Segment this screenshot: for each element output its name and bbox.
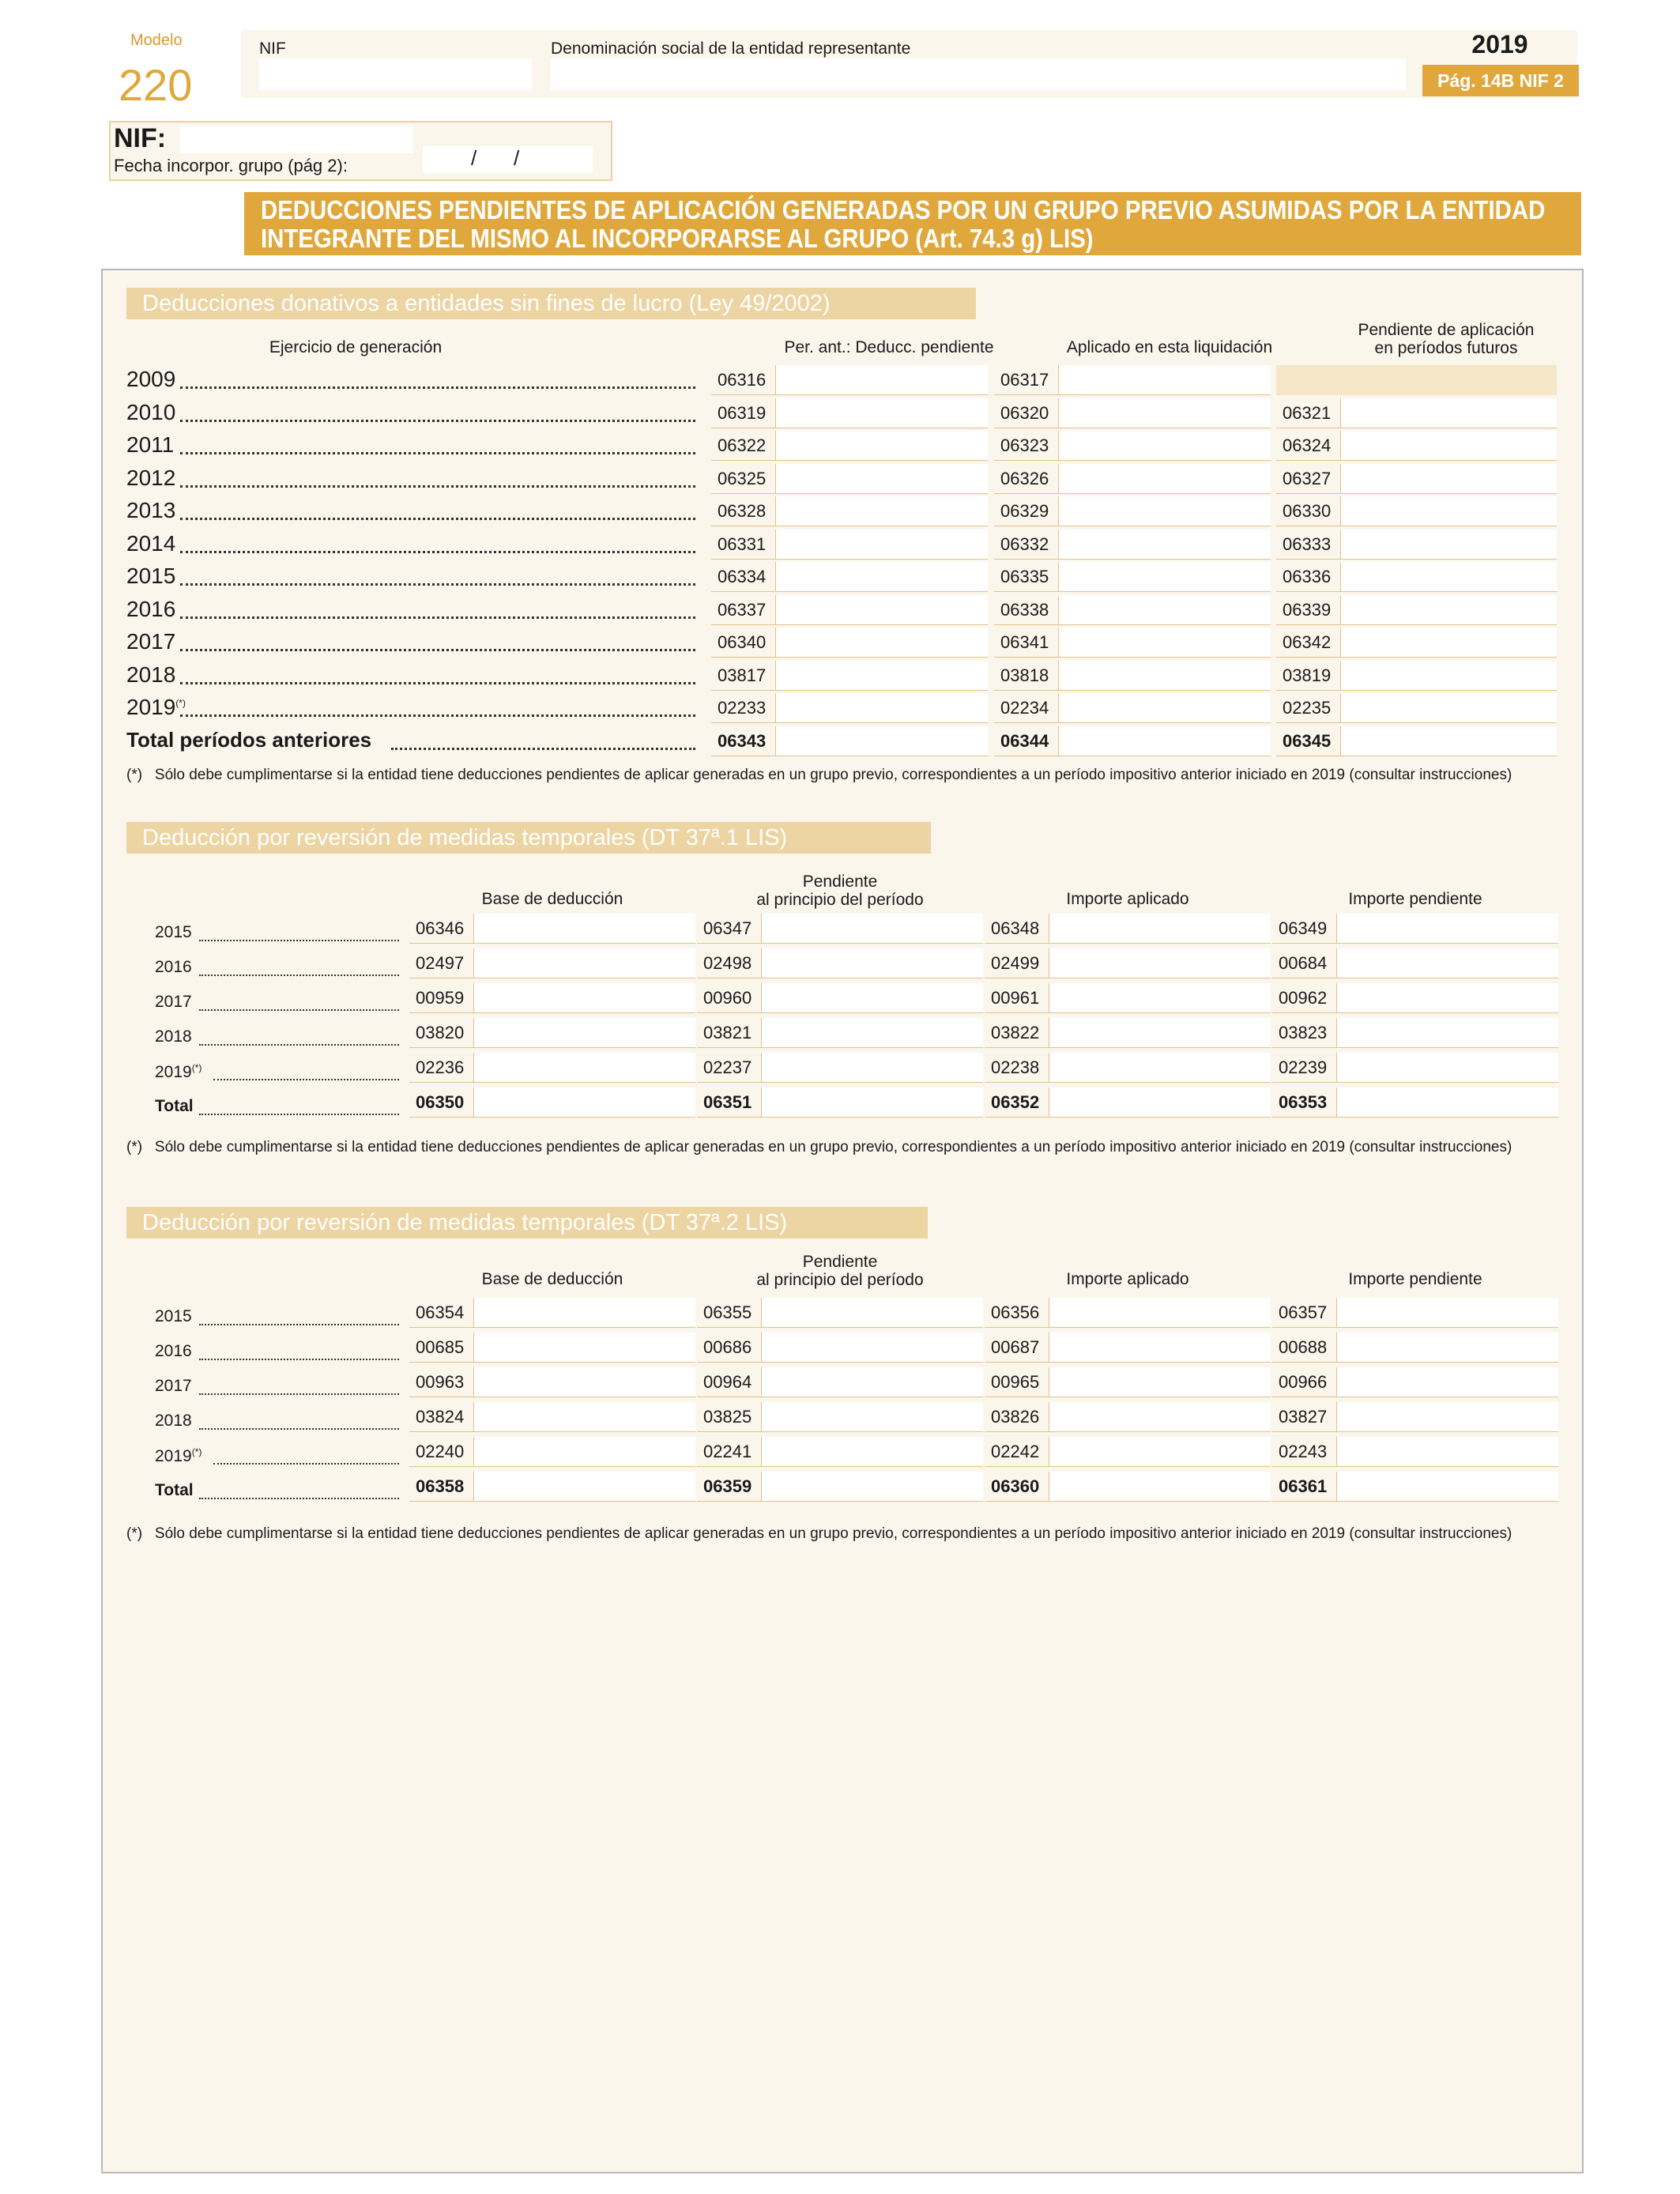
disabled-cell xyxy=(1276,365,1557,395)
year-label: 2017 xyxy=(155,993,192,1011)
box-code: 00960 xyxy=(697,983,762,1013)
note-mark: (*) xyxy=(126,767,143,783)
box-code: 00966 xyxy=(1272,1367,1337,1397)
modelo-label: Modelo xyxy=(130,32,183,49)
box-code: 00685 xyxy=(409,1333,474,1363)
dot-leader xyxy=(180,452,695,454)
col-importe-aplicado-header: Importe aplicado xyxy=(1066,1270,1189,1288)
box-code: 03817 xyxy=(711,661,776,691)
year-label: 2017 xyxy=(155,1377,192,1395)
box-code: 02243 xyxy=(1272,1437,1337,1467)
dot-leader xyxy=(180,485,695,488)
dot-leader xyxy=(391,748,695,750)
total-label: Total xyxy=(155,1481,194,1499)
dot-leader xyxy=(180,583,695,586)
denominacion-input[interactable] xyxy=(551,58,1406,90)
col-pendiente-header xyxy=(1328,321,1565,357)
dot-leader xyxy=(180,649,695,651)
section3-note xyxy=(126,1525,1512,1543)
dot-leader xyxy=(180,682,695,684)
box-code: 06357 xyxy=(1272,1298,1337,1328)
box-code: 02497 xyxy=(409,948,474,978)
box-code: 06358 xyxy=(409,1472,474,1502)
col-pendiente-header xyxy=(697,873,983,909)
box-code: 03819 xyxy=(1276,661,1341,691)
box-code: 00963 xyxy=(409,1367,474,1397)
box-code: 06346 xyxy=(409,914,474,944)
dot-leader xyxy=(199,1359,399,1360)
box-code: 02236 xyxy=(409,1053,474,1083)
col-pendiente-header xyxy=(697,1253,983,1289)
box-code: 06350 xyxy=(409,1088,474,1118)
dot-leader xyxy=(199,940,399,941)
box-code: 03821 xyxy=(697,1018,762,1048)
dot-leader xyxy=(180,518,695,520)
year-label: 2019(*) xyxy=(155,1446,202,1465)
box-code: 02233 xyxy=(711,693,776,723)
dot-leader xyxy=(199,1393,399,1395)
year-label: 2010 xyxy=(126,400,176,424)
box-code: 02239 xyxy=(1272,1053,1337,1083)
col-ejercicio-header: Ejercicio de generación xyxy=(269,338,443,356)
box-code: 06342 xyxy=(1276,628,1341,658)
year-label: 2018 xyxy=(155,1412,192,1430)
col-per-ant-header: Per. ant.: Deducc. pendiente xyxy=(784,338,994,356)
box-code: 06328 xyxy=(711,496,776,526)
box-code: 06322 xyxy=(711,431,776,461)
dot-leader xyxy=(180,551,695,553)
box-code: 02241 xyxy=(697,1437,762,1467)
date-separator: / xyxy=(471,146,477,170)
year-label: 2018 xyxy=(155,1027,192,1046)
col-pend-line2: al principio del período xyxy=(756,891,924,909)
year-label: 2016 xyxy=(155,958,192,976)
box-code: 06355 xyxy=(697,1298,762,1328)
asterisk-mark: (*) xyxy=(191,1446,202,1457)
box-code: 03822 xyxy=(985,1018,1049,1048)
note-text: Sólo debe cumplimentarse si la entidad tiene deducciones pendientes de aplicar generadas en un grupo previo, correspondientes a un período impositivo anterior iniciado en 2019 (consultar instrucciones) xyxy=(154,1139,1512,1155)
dot-leader xyxy=(199,974,399,976)
box-code: 06323 xyxy=(994,431,1059,461)
col-pend-line1: Pendiente xyxy=(802,1253,878,1271)
box-code: 03824 xyxy=(409,1402,474,1432)
box-code: 00688 xyxy=(1272,1333,1337,1363)
box-code: 00964 xyxy=(697,1367,762,1397)
page-badge: Pág. 14B NIF 2 bis xyxy=(1422,65,1579,96)
col-pend-line2: al principio del período xyxy=(756,1271,924,1289)
box-code: 06337 xyxy=(711,595,776,625)
box-code: 06334 xyxy=(711,562,776,592)
box-code: 03827 xyxy=(1272,1402,1337,1432)
fecha-label: Fecha incorpor. grupo (pág 2): xyxy=(114,156,348,175)
box-code: 06345 xyxy=(1276,726,1341,756)
dot-leader xyxy=(199,1428,399,1430)
box-code: 06324 xyxy=(1276,431,1341,461)
box-code: 03826 xyxy=(985,1402,1049,1432)
box-code: 03820 xyxy=(409,1018,474,1048)
asterisk-mark: (*) xyxy=(191,1062,202,1073)
box-code: 06351 xyxy=(697,1088,762,1118)
page-title-line2: INTEGRANTE DEL MISMO AL INCORPORARSE AL GRUPO (Art. 74.3 g) LIS) xyxy=(261,224,1094,253)
asterisk-mark: (*) xyxy=(175,697,186,709)
box-code: 00687 xyxy=(985,1333,1049,1363)
year-label: 2015 xyxy=(155,1307,192,1325)
year-label: 2016 xyxy=(155,1342,192,1360)
box-code: 06354 xyxy=(409,1298,474,1328)
col-importe-pendiente-header: Importe pendiente xyxy=(1348,1270,1482,1288)
box-code: 06333 xyxy=(1276,530,1341,560)
box-code: 03818 xyxy=(994,661,1059,691)
fecha-input[interactable] xyxy=(423,146,593,173)
year-label: 2015 xyxy=(155,923,192,941)
nif-label: NIF xyxy=(259,40,286,58)
note-mark: (*) xyxy=(126,1525,143,1542)
dot-leader xyxy=(199,1498,399,1499)
box-code: 06327 xyxy=(1276,464,1341,494)
year-label: 2019(*) xyxy=(126,695,186,719)
total-label: Total períodos anteriores xyxy=(126,728,372,752)
col-base-header: Base de deducción xyxy=(481,1270,623,1288)
box-code: 06335 xyxy=(994,562,1059,592)
box-code: 06348 xyxy=(985,914,1049,944)
box-code: 00686 xyxy=(697,1333,762,1363)
dot-leader xyxy=(180,616,695,619)
dot-leader xyxy=(199,1044,399,1046)
year-label: 2012 xyxy=(126,466,176,490)
section2-header: Deducción por reversión de medidas temporales (DT 37ª.1 LIS) xyxy=(126,822,931,854)
note-text: Sólo debe cumplimentarse si la entidad tiene deducciones pendientes de aplicar generadas en un grupo previo, correspondientes a un período impositivo anterior iniciado en 2019 (consultar instrucciones) xyxy=(154,767,1512,783)
box-code: 06352 xyxy=(985,1088,1049,1118)
box-code: 03823 xyxy=(1272,1018,1337,1048)
section1-note xyxy=(126,767,1512,784)
nif2-input[interactable] xyxy=(180,126,413,153)
dot-leader xyxy=(213,1463,399,1465)
year-label: 2019 xyxy=(1471,30,1528,58)
year-label: 2014 xyxy=(126,531,176,556)
box-code: 06343 xyxy=(711,726,776,756)
box-code: 00961 xyxy=(985,983,1049,1013)
year-label: 2016 xyxy=(126,597,176,621)
note-mark: (*) xyxy=(126,1139,143,1155)
col-pendiente-line1: Pendiente de aplicación xyxy=(1358,321,1535,339)
dot-leader xyxy=(199,1114,399,1115)
dot-leader xyxy=(180,714,695,717)
box-code: 02499 xyxy=(985,948,1049,978)
box-code: 02237 xyxy=(697,1053,762,1083)
col-base-header: Base de deducción xyxy=(481,890,623,908)
box-code: 06321 xyxy=(1276,398,1341,428)
box-code: 06326 xyxy=(994,464,1059,494)
box-code: 02240 xyxy=(409,1437,474,1467)
year-label: 2019(*) xyxy=(155,1062,202,1081)
section2-note xyxy=(126,1139,1512,1156)
year-label: 2017 xyxy=(126,629,176,654)
box-code: 03825 xyxy=(697,1402,762,1432)
year-label: 2015 xyxy=(126,564,176,588)
box-code: 00684 xyxy=(1272,948,1337,978)
box-code: 02242 xyxy=(985,1437,1049,1467)
box-code: 02498 xyxy=(697,948,762,978)
box-code: 06347 xyxy=(697,914,762,944)
total-label: Total xyxy=(155,1097,194,1115)
box-code: 00959 xyxy=(409,983,474,1013)
box-code: 06359 xyxy=(697,1472,762,1502)
box-code: 02238 xyxy=(985,1053,1049,1083)
section3-header: Deducción por reversión de medidas temporales (DT 37ª.2 LIS) xyxy=(126,1207,928,1238)
box-code: 06320 xyxy=(994,398,1059,428)
box-code: 06353 xyxy=(1272,1088,1337,1118)
box-code: 06344 xyxy=(994,726,1059,756)
col-importe-pendiente-header: Importe pendiente xyxy=(1348,890,1482,908)
box-code: 02234 xyxy=(994,693,1059,723)
box-code: 06340 xyxy=(711,628,776,658)
modelo-number: 220 xyxy=(119,60,193,110)
box-code: 06330 xyxy=(1276,496,1341,526)
col-aplicado-header: Aplicado en esta liquidación xyxy=(1066,338,1273,356)
year-label: 2013 xyxy=(126,498,176,522)
box-code: 06338 xyxy=(994,595,1059,625)
col-importe-aplicado-header: Importe aplicado xyxy=(1066,890,1189,908)
dot-leader xyxy=(199,1009,399,1011)
box-code: 06325 xyxy=(711,464,776,494)
box-code: 06341 xyxy=(994,628,1059,658)
dot-leader xyxy=(180,386,695,389)
box-code: 06360 xyxy=(985,1472,1049,1502)
box-code: 06332 xyxy=(994,530,1059,560)
nif-input[interactable] xyxy=(259,58,532,90)
denominacion-label: Denominación social de la entidad representante xyxy=(551,40,911,58)
box-code: 06316 xyxy=(711,365,776,395)
year-label: 2011 xyxy=(126,432,175,457)
section1-header: Deducciones donativos a entidades sin fines de lucro (Ley 49/2002) xyxy=(126,288,976,319)
box-code: 06356 xyxy=(985,1298,1049,1328)
nif2-label: NIF: xyxy=(114,123,167,153)
dot-leader xyxy=(199,1324,399,1325)
box-code: 00965 xyxy=(985,1367,1049,1397)
year-label: 2018 xyxy=(126,662,176,687)
dot-leader xyxy=(180,420,695,422)
box-code: 06336 xyxy=(1276,562,1341,592)
col-pendiente-line2: en períodos futuros xyxy=(1374,339,1518,357)
box-code: 06319 xyxy=(711,398,776,428)
box-code: 06317 xyxy=(994,365,1059,395)
box-code: 06349 xyxy=(1272,914,1337,944)
box-code: 06329 xyxy=(994,496,1059,526)
box-code: 06361 xyxy=(1272,1472,1337,1502)
dot-leader xyxy=(213,1079,399,1080)
note-text: Sólo debe cumplimentarse si la entidad tiene deducciones pendientes de aplicar generadas en un grupo previo, correspondientes a un período impositivo anterior iniciado en 2019 (consultar instrucciones) xyxy=(154,1525,1512,1542)
box-code: 06331 xyxy=(711,530,776,560)
box-code: 02235 xyxy=(1276,693,1341,723)
box-code: 06339 xyxy=(1276,595,1341,625)
col-pend-line1: Pendiente xyxy=(802,873,878,891)
page-title-line1: DEDUCCIONES PENDIENTES DE APLICACIÓN GENERADAS POR UN GRUPO PREVIO ASUMIDAS POR LA ENTIDAD xyxy=(261,195,1546,224)
year-label: 2009 xyxy=(126,367,176,391)
date-separator: / xyxy=(514,146,520,170)
box-code: 00962 xyxy=(1272,983,1337,1013)
